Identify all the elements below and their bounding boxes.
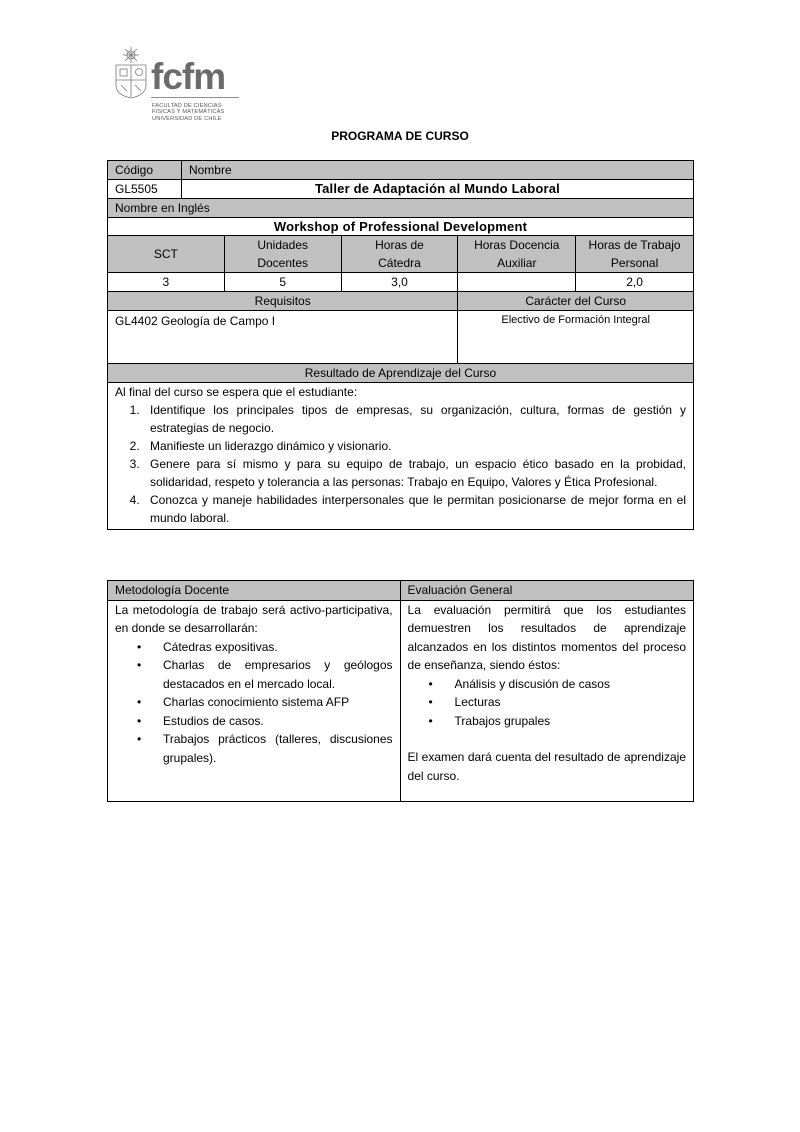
list-item: • Cátedras expositivas. xyxy=(163,638,393,657)
list-item: • Análisis y discusión de casos xyxy=(455,675,686,694)
requirements-label: Requisitos xyxy=(108,292,458,311)
university-seal-icon xyxy=(113,47,149,99)
evaluation-intro: La evaluación permitirá que los estudiantes demuestren los resultados de aprendizaje alcanzados en los distintos momentos del proceso de enseñanza, siendo éstos: xyxy=(407,602,686,672)
english-name: Workshop of Professional Development xyxy=(108,218,694,236)
code-label: Código xyxy=(108,161,182,180)
evaluation-list xyxy=(408,675,686,731)
logo-divider xyxy=(151,97,239,98)
course-name: Taller de Adaptación al Mundo Laboral xyxy=(181,180,693,199)
list-item: • Estudios de casos. xyxy=(163,712,393,731)
evaluation-closing: El examen dará cuenta del resultado de aprendizaje del curso. xyxy=(407,750,686,783)
character-value: Electivo de Formación Integral xyxy=(458,311,694,364)
requirements-value: GL4402 Geología de Campo I xyxy=(108,311,458,364)
list-item: 2. Manifieste un liderazgo dinámico y visionario. xyxy=(143,437,686,455)
list-item: 4. Conozca y maneje habilidades interpersonales que le permitan posicionarse de mejor forma en el mundo laboral. xyxy=(143,491,686,527)
sct-value: 3 xyxy=(108,273,225,292)
name-label: Nombre xyxy=(181,161,693,180)
teaching-units-header: Unidades Docentes xyxy=(224,236,341,273)
methodology-content xyxy=(108,600,401,801)
list-item: 3. Genere para sí mismo y para su equipo de trabajo, un espacio ético basado en la probidad, solidaridad, respeto y tolerancia a las personas: Trabajo en Equipo, Valores y Ética Profesional. xyxy=(143,455,686,491)
results-list xyxy=(115,401,686,527)
document-title: PROGRAMA DE CURSO xyxy=(331,129,469,143)
evaluation-content xyxy=(400,600,693,801)
character-label: Carácter del Curso xyxy=(458,292,694,311)
auxiliary-hours-value xyxy=(458,273,576,292)
logo-wordmark: fcfm xyxy=(151,56,226,97)
list-item: 1. Identifique los principales tipos de empresas, su organización, cultura, formas de gestión y estrategias de negocio. xyxy=(143,401,686,437)
list-item: • Charlas de empresarios y geólogos destacados en el mercado local. xyxy=(163,656,393,693)
list-item: • Trabajos prácticos (talleres, discusiones grupales). xyxy=(163,730,393,767)
sct-header: SCT xyxy=(108,236,225,273)
auxiliary-hours-header: Horas Docencia Auxiliar xyxy=(458,236,576,273)
english-name-label: Nombre en Inglés xyxy=(108,199,694,218)
list-item: • Trabajos grupales xyxy=(455,712,686,731)
methodology-list xyxy=(115,638,393,768)
list-item: • Lecturas xyxy=(455,693,686,712)
methodology-evaluation-table xyxy=(107,580,694,802)
results-intro: Al final del curso se espera que el estudiante: xyxy=(115,385,358,399)
lecture-hours-value: 3,0 xyxy=(341,273,458,292)
teaching-units-value: 5 xyxy=(224,273,341,292)
fcfm-logo xyxy=(113,47,243,129)
personal-work-hours-value: 2,0 xyxy=(576,273,694,292)
logo-faculty-text: FACULTAD DE CIENCIAS FÍSICAS Y MATEMÁTICAS UNIVERSIDAD DE CHILE xyxy=(152,103,225,122)
methodology-intro: La metodología de trabajo será activo-participativa, en donde se desarrollarán: xyxy=(115,602,393,635)
lecture-hours-header: Horas de Cátedra xyxy=(341,236,458,273)
list-item: • Charlas conocimiento sistema AFP xyxy=(163,693,393,712)
learning-results xyxy=(108,383,694,530)
course-code: GL5505 xyxy=(108,180,182,199)
personal-work-hours-header: Horas de Trabajo Personal xyxy=(576,236,694,273)
methodology-label: Metodología Docente xyxy=(108,581,401,601)
learning-results-label: Resultado de Aprendizaje del Curso xyxy=(108,364,694,383)
evaluation-label: Evaluación General xyxy=(400,581,693,601)
course-info-table xyxy=(107,160,694,530)
